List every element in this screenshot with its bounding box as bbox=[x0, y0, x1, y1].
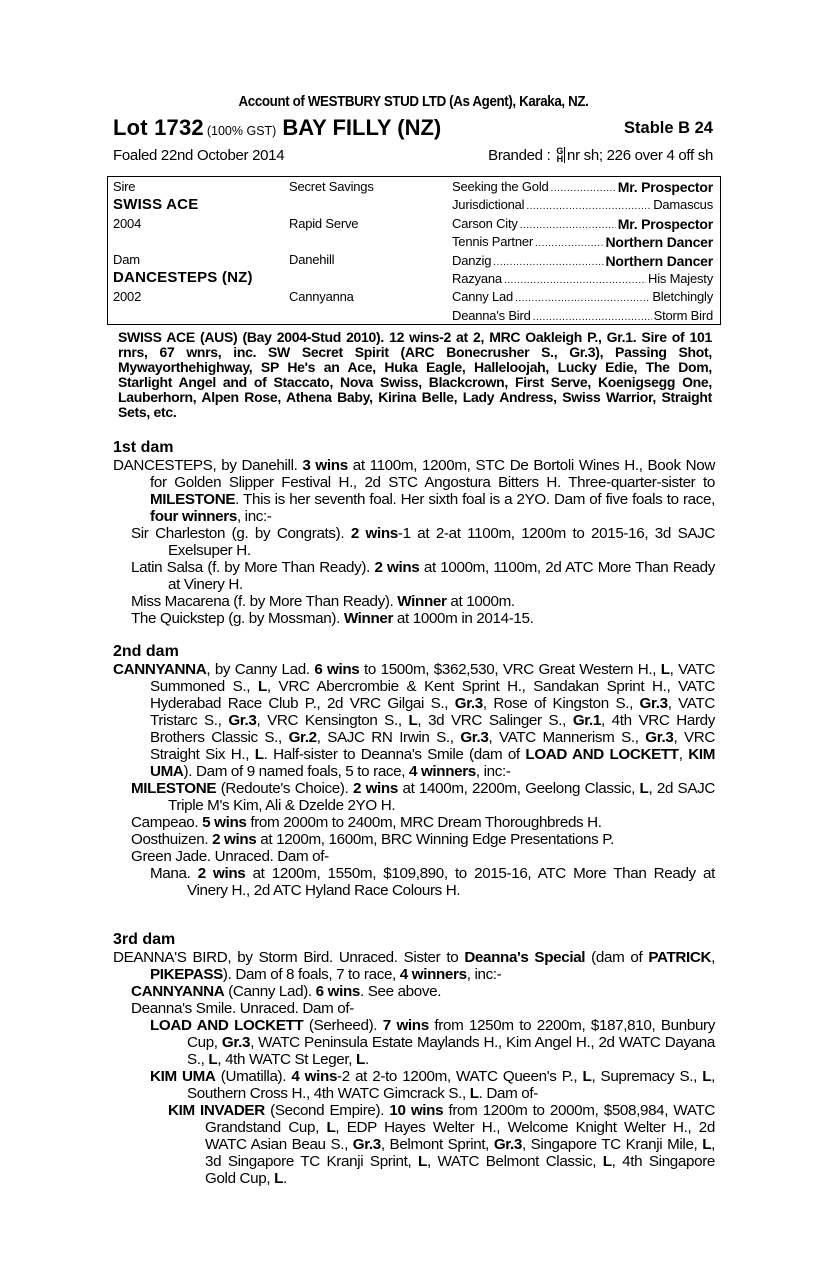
text: (dam of bbox=[585, 949, 649, 966]
dam-year: 2002 bbox=[113, 289, 142, 304]
text: , 4th WATC St Leger, bbox=[217, 1051, 357, 1068]
branded-label: Branded : bbox=[488, 147, 551, 164]
ancestor-sire: Mr. Prospector bbox=[617, 215, 713, 232]
bold-text: Deanna's Special bbox=[464, 949, 586, 966]
bold-text: L bbox=[702, 1136, 712, 1153]
bold-text: MILESTONE bbox=[131, 780, 217, 797]
text: at 1000m, 1100m, 2d ATC More Than Ready at Vinery H. bbox=[168, 559, 715, 593]
bold-text: PATRICK bbox=[648, 949, 712, 966]
ancestor-row bbox=[452, 289, 713, 304]
bold-text: Gr.3 bbox=[352, 1136, 381, 1153]
bold-text: Gr.3 bbox=[645, 729, 674, 746]
text: , Belmont Sprint, bbox=[380, 1136, 494, 1153]
text: Mana. bbox=[150, 865, 198, 882]
bold-text: L bbox=[582, 1068, 592, 1085]
bold-text: L bbox=[602, 1153, 612, 1170]
text: -1 at 2-at 1100m, 1200m to 2015-16, 3d SAJC Exelsuper H. bbox=[168, 525, 715, 559]
text: (Redoute's Choice). bbox=[216, 780, 353, 797]
text: . Dam of- bbox=[478, 1085, 538, 1102]
bold-text: 4 winners bbox=[399, 966, 467, 983]
bold-text: Gr.3 bbox=[493, 1136, 522, 1153]
text: , Southern Cross H., 4th WATC Gimcrack S., bbox=[187, 1068, 715, 1102]
bold-text: L bbox=[418, 1153, 427, 1170]
branded-info bbox=[488, 147, 713, 164]
ancestor-sire: Bletchingly bbox=[652, 289, 713, 305]
text: at 1400m, 2200m, Geelong Classic, bbox=[397, 780, 640, 797]
grandparent: Danehill bbox=[289, 252, 335, 267]
text: ). Dam of 9 named foals, 5 to race, bbox=[183, 763, 409, 780]
text: -2 at 2-to 1200m, WATC Queen's P., bbox=[337, 1068, 583, 1085]
bold-text: L bbox=[356, 1051, 365, 1068]
text: Oosthuizen. bbox=[131, 831, 213, 848]
pedigree-entry bbox=[113, 848, 715, 865]
text: to 1500m, $362,530, VRC Great Western H., bbox=[359, 661, 661, 678]
ancestor-name: Carson City bbox=[452, 215, 518, 231]
bold-text: KIM UMA bbox=[150, 746, 716, 780]
bold-text: CANNYANNA bbox=[131, 983, 225, 1000]
bold-text: L bbox=[326, 1119, 336, 1136]
text: , 3d Singapore TC Kranji Sprint, bbox=[205, 1136, 716, 1170]
pedigree-entry bbox=[113, 525, 715, 559]
text: Green Jade. Unraced. Dam of- bbox=[131, 848, 329, 865]
pedigree-entry bbox=[113, 865, 715, 899]
grandparent: Rapid Serve bbox=[289, 216, 359, 231]
pedigree-entry bbox=[113, 831, 715, 848]
text: , inc:- bbox=[236, 508, 272, 525]
text: . See above. bbox=[360, 983, 442, 1000]
bold-text: Gr.3 bbox=[639, 695, 668, 712]
text: (Canny Lad). bbox=[224, 983, 316, 1000]
sire-name: SWISS ACE bbox=[113, 196, 199, 213]
text: . bbox=[283, 1170, 287, 1187]
ancestor-sire: His Majesty bbox=[648, 271, 713, 286]
pedigree-entry bbox=[113, 593, 715, 610]
text: , Rose of Kingston S., bbox=[482, 695, 640, 712]
text: from 1200m to 2000m, $508,984, WATC Grandstand Cup, bbox=[205, 1102, 716, 1136]
text: , VATC Summoned S., bbox=[150, 661, 716, 695]
text: . bbox=[364, 1051, 369, 1068]
bold-text: L bbox=[257, 678, 267, 695]
bold-text: 6 wins bbox=[315, 983, 360, 1000]
ancestor-name: Danzig bbox=[452, 252, 492, 268]
leader-dots bbox=[493, 253, 603, 269]
text: (Second Empire). bbox=[264, 1102, 390, 1119]
dam-section bbox=[113, 439, 715, 627]
ancestor-row bbox=[452, 216, 713, 232]
text: , 4th VRC Hardy Brothers Classic S., bbox=[150, 712, 715, 746]
bold-text: 2 wins bbox=[212, 831, 257, 848]
lot-number: Lot 1732 bbox=[113, 115, 204, 140]
text: , inc:- bbox=[466, 966, 502, 983]
text: at 1200m, 1600m, BRC Winning Edge Presentations P. bbox=[256, 831, 614, 848]
brand-top: G bbox=[556, 146, 564, 156]
leader-dots bbox=[515, 289, 650, 304]
leader-dots bbox=[526, 197, 651, 212]
bold-text: 2 wins bbox=[350, 525, 398, 542]
bold-text: L bbox=[469, 1085, 479, 1102]
ancestor-name: Tennis Partner bbox=[452, 234, 534, 250]
bold-text: 2 wins bbox=[197, 865, 246, 882]
bold-text: 2 wins bbox=[352, 780, 398, 797]
brand-bottom: H bbox=[556, 154, 563, 164]
bold-text: L bbox=[208, 1051, 218, 1068]
brand-mark bbox=[556, 147, 565, 163]
text: , VRC Abercrombie & Kent Sprint H., Sandakan Sprint H., VATC Hyderabad Race Club P., 2d VRC Gilgai S., bbox=[150, 678, 716, 712]
text: , by Canny Lad. bbox=[206, 661, 315, 678]
text: Latin Salsa (f. by More Than Ready). bbox=[131, 559, 375, 576]
bold-text: 7 wins bbox=[382, 1017, 429, 1034]
ancestor-sire: Storm Bird bbox=[653, 307, 713, 323]
text: (Umatilla). bbox=[215, 1068, 292, 1085]
ancestor-name: Seeking the Gold bbox=[452, 179, 549, 194]
text: , SAJC RN Irwin S., bbox=[316, 729, 461, 746]
dam-name: DANCESTEPS (NZ) bbox=[113, 269, 253, 286]
ancestor-row bbox=[452, 234, 713, 250]
section-heading: 1st dam bbox=[113, 439, 174, 456]
sire-summary: SWISS ACE (AUS) (Bay 2004-Stud 2010). 12 wins-2 at 2, MRC Oakleigh P., Gr.1. Sire of 101 rnrs, 67 wnrs, inc. SW Secret Spirit (ARC Bonecrusher S., Gr.3), Passing Shot, Mywayorthehighway, SP He's an Ace, Huka Eagle, Halleloojah, Lucky Edie, The Dom, Starlight Angel and of Staccato, Nova Swiss, Blackcrown, First Serve, Koenigsegg One, Lauberhorn, Alpen Rose, Athena Baby, Kirina Belle, Lady Andress, Swiss Warrior, Straight Sets, etc. bbox=[118, 329, 712, 420]
bold-text: four winners bbox=[150, 508, 237, 525]
text: Miss Macarena (f. by More Than Ready). bbox=[131, 593, 398, 610]
bold-text: Gr.2 bbox=[288, 729, 317, 746]
pedigree-entry bbox=[113, 1068, 715, 1102]
section-heading: 2nd dam bbox=[113, 643, 179, 660]
pedigree-entry bbox=[113, 1000, 715, 1017]
dam-label: Dam bbox=[113, 252, 140, 267]
text: , Singapore TC Kranji Mile, bbox=[522, 1136, 703, 1153]
text: from 1250m to 2200m, $187,810, Bunbury Cup, bbox=[187, 1017, 716, 1051]
bold-text: L bbox=[408, 712, 418, 729]
pedigree-entry bbox=[113, 610, 715, 627]
text: at 1200m, 1550m, $109,890, to 2015-16, ATC More Than Ready at Vinery H., 2d ATC Hyland Race Colours H. bbox=[187, 865, 715, 899]
text: Sir Charleston (g. by Congrats). bbox=[131, 525, 351, 542]
bold-text: L bbox=[702, 1068, 712, 1085]
text: , 2d SAJC Triple M's Kim, Ali & Dzelde 2YO H. bbox=[168, 780, 715, 814]
text: at 1000m. bbox=[446, 593, 515, 610]
text: Deanna's Smile. Unraced. Dam of- bbox=[131, 1000, 354, 1017]
bold-text: 4 wins bbox=[291, 1068, 338, 1085]
text: ). Dam of 8 foals, 7 to race, bbox=[222, 966, 400, 983]
bold-text: L bbox=[660, 661, 670, 678]
ancestor-sire: Northern Dancer bbox=[605, 234, 713, 251]
bold-text: LOAD AND LOCKETT bbox=[150, 1017, 304, 1034]
bold-text: L bbox=[274, 1170, 284, 1187]
text: Campeao. bbox=[131, 814, 203, 831]
text: , VATC Tristarc S., bbox=[150, 695, 716, 729]
sire-label: Sire bbox=[113, 179, 136, 194]
section-heading: 3rd dam bbox=[113, 931, 176, 948]
bold-text: 10 wins bbox=[389, 1102, 444, 1119]
ancestor-row bbox=[452, 197, 713, 212]
vendor-account: Account of WESTBURY STUD LTD (As Agent), Karaka, NZ. bbox=[238, 94, 589, 110]
text: , VRC Kensington S., bbox=[256, 712, 409, 729]
leader-dots bbox=[551, 179, 616, 195]
leader-dots bbox=[533, 308, 652, 323]
bold-text: Winner bbox=[397, 593, 447, 610]
bold-text: 3 wins bbox=[302, 457, 348, 474]
text: at 1000m in 2014-15. bbox=[393, 610, 534, 627]
ancestor-sire: Mr. Prospector bbox=[617, 179, 713, 195]
bold-text: L bbox=[254, 746, 264, 763]
ancestor-name: Canny Lad bbox=[452, 289, 514, 305]
ancestor-name: Jurisdictional bbox=[452, 197, 525, 213]
text: , bbox=[678, 746, 689, 763]
bold-text: KIM INVADER bbox=[168, 1102, 265, 1119]
bold-text: MILESTONE bbox=[150, 491, 236, 508]
pedigree-entry bbox=[113, 1102, 715, 1187]
text: , EDP Hayes Welter H., Welcome Knight Welter H., 2d WATC Asian Beau S., bbox=[205, 1119, 715, 1153]
text: , WATC Peninsula Estate Maylands H., Kim Angel H., 2d WATC Dayana S., bbox=[187, 1034, 715, 1068]
bold-text: KIM UMA bbox=[150, 1068, 216, 1085]
ancestor-row bbox=[452, 271, 713, 286]
bold-text: LOAD AND LOCKETT bbox=[525, 746, 679, 763]
text: , VATC Mannerism S., bbox=[488, 729, 646, 746]
dam-section bbox=[113, 931, 715, 1187]
bold-text: CANNYANNA bbox=[113, 661, 207, 678]
leader-dots bbox=[504, 271, 646, 286]
lot-heading bbox=[113, 115, 715, 141]
foaled-line bbox=[113, 147, 713, 164]
bold-text: Gr.3 bbox=[228, 712, 257, 729]
ancestor-row bbox=[452, 308, 713, 323]
bold-text: Gr.3 bbox=[221, 1034, 251, 1051]
text: , inc:- bbox=[475, 763, 511, 780]
pedigree-entry bbox=[113, 1017, 715, 1068]
ancestor-name: Deanna's Bird bbox=[452, 307, 531, 323]
pedigree-entry bbox=[113, 949, 715, 983]
stable-number: Stable B 24 bbox=[624, 119, 713, 137]
bold-text: Gr.1 bbox=[572, 712, 601, 729]
leader-dots bbox=[520, 216, 616, 232]
horse-description: BAY FILLY (NZ) bbox=[282, 115, 442, 140]
text: . This is her seventh foal. Her sixth foal is a 2YO. Dam of five foals to race, bbox=[235, 491, 715, 508]
text: , bbox=[711, 949, 715, 966]
grandparent: Secret Savings bbox=[289, 179, 374, 194]
grandparent: Cannyanna bbox=[289, 289, 354, 304]
bold-text: PIKEPASS bbox=[150, 966, 223, 983]
text: The Quickstep (g. by Mossman). bbox=[131, 610, 344, 627]
text: at 1100m, 1200m, STC De Bortoli Wines H., Book Now for Golden Slipper Festival H., 2d STC Angostura Bitters H. Three-quarter-sister to bbox=[150, 457, 716, 491]
pedigree-table bbox=[107, 176, 721, 325]
bold-text: 6 wins bbox=[314, 661, 360, 678]
bold-text: Gr.3 bbox=[454, 695, 483, 712]
ancestor-row bbox=[452, 179, 713, 195]
ancestor-name: Razyana bbox=[452, 271, 502, 286]
bold-text: 4 winners bbox=[409, 763, 476, 780]
pedigree-entry bbox=[113, 814, 715, 831]
text: from 2000m to 2400m, MRC Dream Thoroughbreds H. bbox=[246, 814, 602, 831]
ancestor-sire: Northern Dancer bbox=[605, 252, 713, 269]
pedigree-entry bbox=[113, 661, 715, 780]
gst-note: (100% GST) bbox=[206, 124, 277, 138]
bold-text: 5 wins bbox=[202, 814, 247, 831]
text: , VRC Straight Six H., bbox=[150, 729, 715, 763]
text: DANCESTEPS, by Danehill. bbox=[113, 457, 303, 474]
sire-year: 2004 bbox=[113, 216, 142, 231]
ancestor-row bbox=[452, 253, 713, 269]
text: , 3d VRC Salinger S., bbox=[417, 712, 573, 729]
foaled-date: Foaled 22nd October 2014 bbox=[113, 147, 285, 164]
pedigree-entry bbox=[113, 457, 715, 525]
bold-text: Gr.3 bbox=[460, 729, 489, 746]
text: , Supremacy S., bbox=[591, 1068, 703, 1085]
text: DEANNA'S BIRD, by Storm Bird. Unraced. Sister to bbox=[113, 949, 465, 966]
leader-dots bbox=[535, 234, 603, 250]
dam-section bbox=[113, 643, 715, 899]
text: , 4th Singapore Gold Cup, bbox=[205, 1153, 715, 1187]
bold-text: 2 wins bbox=[374, 559, 420, 576]
branded-text: nr sh; 226 over 4 off sh bbox=[567, 147, 713, 164]
ancestor-sire: Damascus bbox=[653, 197, 713, 213]
pedigree-entry bbox=[113, 780, 715, 814]
pedigree-entry bbox=[113, 983, 715, 1000]
text: , WATC Belmont Classic, bbox=[426, 1153, 603, 1170]
text: (Serheed). bbox=[303, 1017, 383, 1034]
pedigree-entry bbox=[113, 559, 715, 593]
bold-text: Winner bbox=[343, 610, 394, 627]
bold-text: L bbox=[639, 780, 649, 797]
text: . Half-sister to Deanna's Smile (dam of bbox=[263, 746, 526, 763]
